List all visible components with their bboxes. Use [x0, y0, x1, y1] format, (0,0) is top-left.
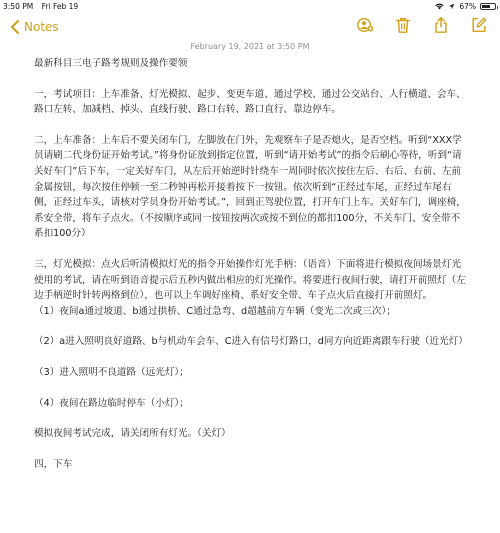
note-section-parking-light: （4）夜间在路边临时停车（小灯）； — [34, 397, 189, 409]
collaborate-icon[interactable] — [356, 16, 374, 34]
paragraph-gap — [34, 411, 468, 426]
back-to-notes-button[interactable] — [10, 17, 59, 37]
paragraph-gap — [34, 319, 468, 334]
wifi-icon — [435, 3, 444, 10]
trash-icon[interactable] — [394, 16, 412, 34]
status-date: Fri Feb 19 — [41, 2, 79, 11]
battery-icon — [480, 3, 496, 10]
note-timestamp: February 19, 2021 at 3:50 PM — [190, 42, 310, 51]
paragraph-gap — [34, 242, 468, 257]
status-bar — [0, 0, 500, 13]
chevron-left-icon — [10, 20, 20, 34]
nav-toolbar — [356, 16, 488, 34]
paragraph-gap — [34, 72, 468, 87]
nav-bar — [0, 13, 500, 41]
compose-icon[interactable] — [470, 16, 488, 34]
paragraph-gap — [34, 118, 468, 133]
note-section-light-simulation: 三，灯光模拟：点火后听清模拟灯光的指令开始操作灯光手柄：（语音）下面将进行模拟夜间场景灯光使用的考试，请在听到语音提示后五秒内做出相应的灯光操作。将要进行夜间行驶，请打开前照灯（左边手柄逆时针转两格到位），也可以上车调好座椅、系好安全带、车子点火后直接打开前照灯。 （1）夜间a通过坡道、b通过拱桥、C通过急弯、d超越前方车辆（变光二次或三次）； — [34, 258, 466, 317]
note-title: 最新科目三电子路考规则及操作要领 — [34, 58, 188, 69]
status-right — [435, 0, 496, 13]
status-time: 3:50 PM — [3, 2, 34, 11]
battery-percent: 67% — [459, 2, 476, 11]
note-section-high-beam: （3）进入照明不良道路（远光灯）； — [34, 366, 189, 378]
note-section-lights-off: 模拟夜间考试完成，请关闭所有灯光。（关灯） — [34, 428, 231, 440]
status-left — [3, 0, 84, 13]
note-section-low-beam: （2）a进入照明良好道路、b与机动车会车、C进入有信号灯路口，d同方向近距离跟车行驶（近光灯） — [34, 336, 468, 348]
location-icon — [448, 3, 455, 10]
share-icon[interactable] — [432, 16, 450, 34]
paragraph-gap — [34, 350, 468, 365]
note-section-exam-items: 一，考试项目：上车准备、灯光模拟、起步、变更车道、通过学校、通过公交站台、人行横道、会车、路口左转、加减档、掉头、直线行驶、路口右转、路口直行、靠边停车。 — [34, 88, 466, 116]
paragraph-gap — [34, 442, 468, 457]
note-section-exit-vehicle: 四，下车 — [34, 458, 73, 470]
back-button-label: Notes — [24, 20, 59, 34]
note-section-boarding-prep: 二，上车准备：上车后不要关闭车门，左脚放在门外，先观察车子是否熄火，是否空档。听到“XXX学员请刷二代身份证开始考试。”将身份证放到指定位置，听到“请开始考试”的指令后刷心等待，听到“请关好车门”后下车，一定关好车门，从左后开始逆时针绕车一周同时依次按住左后、右后、右前、左前金属按钮，每次按住停顿一至二秒钟再松开接着按下一按钮。依次听到“正经过车尾，正经过车尾右侧，正经过车头，请核对学员身份开始考试。”，回到正驾驶位置，打开车门上车。关好车门，调座椅，系安全带，将车子点火。（不按顺序或同一按钮按两次或按不到位的都扣100分，不关车门、安全带不系扣100分） — [34, 134, 466, 240]
paragraph-gap — [34, 381, 468, 396]
note-body[interactable] — [34, 56, 468, 472]
battery-level — [482, 5, 490, 8]
